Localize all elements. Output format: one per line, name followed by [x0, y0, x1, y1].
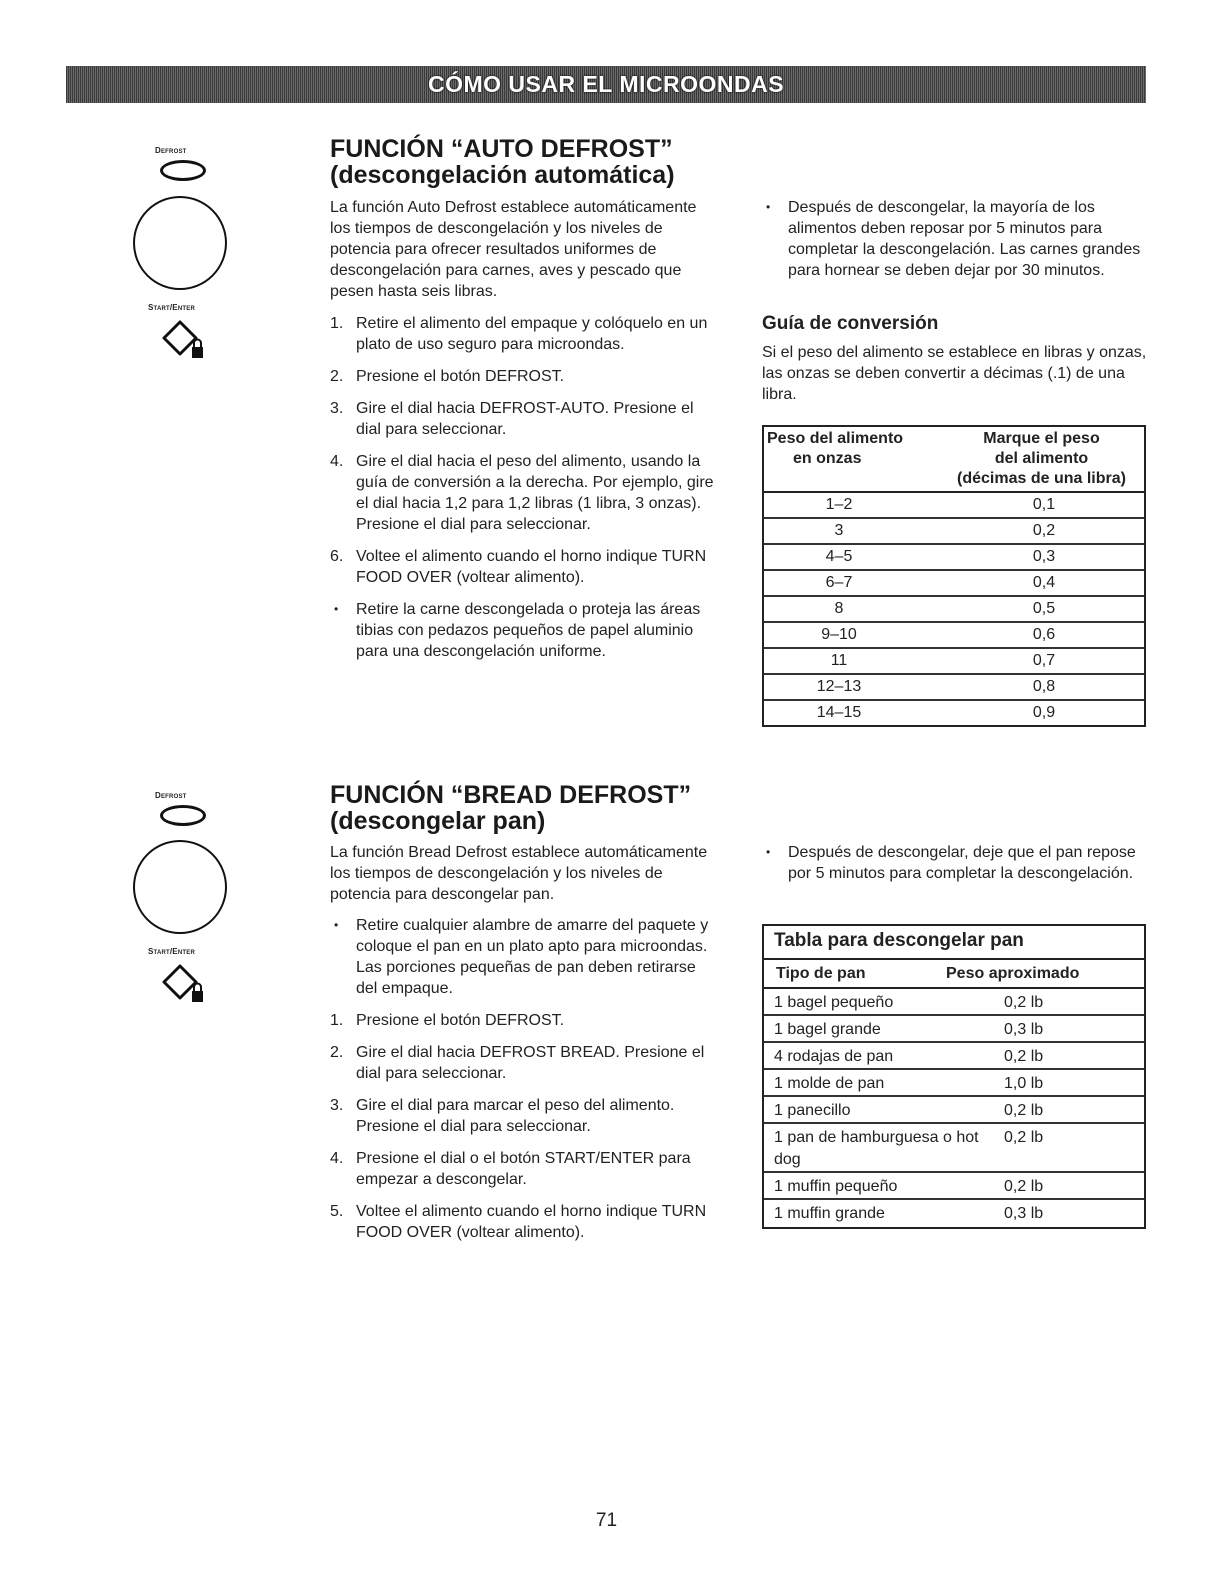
- bread-defrost-title-line1: FUNCIÓN “BREAD DEFROST”: [330, 781, 692, 809]
- table-row: 1 bagel grande 0,3 lb: [764, 1016, 1144, 1043]
- banner-title: CÓMO USAR EL MICROONDAS: [427, 71, 785, 97]
- header-col1: Peso del alimento en onzas: [767, 430, 904, 467]
- table-row: 3 0,2: [764, 519, 1144, 545]
- table-row: 9–10 0,6: [764, 623, 1144, 649]
- auto-defrost-steps: [330, 313, 720, 673]
- list-item: • Retire la carne descongelada o proteja las áreas tibias con pedazos pequeños de papel aluminio para una descongelación uniforme.: [334, 601, 701, 660]
- auto-defrost-title-line2: (descongelación automática): [330, 161, 675, 189]
- table-header: Tipo de pan Peso aproximado: [764, 960, 1144, 989]
- table-row: 4–5 0,3: [764, 545, 1144, 571]
- list-item: • Después de descongelar, deje que el pan repose por 5 minutos para completar la descongelación.: [766, 844, 1136, 882]
- table-row: 1 muffin pequeño 0,2 lb: [764, 1173, 1144, 1200]
- bread-defrost-intro: La función Bread Defrost establece automáticamente los tiempos de descongelación y los niveles de potencia para descongelar pan.: [330, 844, 708, 903]
- bread-defrost-table: [762, 924, 1146, 1229]
- start-enter-lock-icon: [160, 318, 210, 362]
- table-row: 1 panecillo 0,2 lb: [764, 1097, 1144, 1124]
- bread-defrost-title-line2: (descongelar pan): [330, 807, 546, 835]
- list-item: • Después de descongelar, la mayoría de los alimentos deben reposar por 5 minutos para completar la descongelación. Las carnes grandes para hornear se deben dejar por 30 minutos.: [766, 199, 1141, 279]
- table-title: Tabla para descongelar pan: [764, 926, 1144, 960]
- list-item: 3. Gire el dial para marcar el peso del alimento. Presione el dial para seleccionar.: [330, 1097, 675, 1135]
- bread-defrost-steps: [330, 915, 720, 1254]
- list-item: 4. Presione el dial o el botón START/ENTER para empezar a descongelar.: [330, 1150, 691, 1188]
- table-row: 1 pan de hamburguesa o hot dog 0,2 lb: [764, 1124, 1144, 1173]
- conversion-table: [762, 425, 1146, 727]
- conversion-guide-heading: Guía de conversión: [762, 313, 939, 334]
- table-row: 14–15 0,9: [816, 704, 1056, 721]
- table-row: 1–2 0,1: [764, 493, 1144, 519]
- list-item: 3. Gire el dial hacia DEFROST-AUTO. Presione el dial para seleccionar.: [330, 400, 694, 438]
- start-enter-label: Start/Enter: [148, 303, 195, 312]
- table-row: 4 rodajas de pan 0,2 lb: [764, 1043, 1144, 1070]
- list-item: 5. Voltee el alimento cuando el horno indique TURN FOOD OVER (voltear alimento).: [330, 1203, 707, 1241]
- header-col2: Marque el peso del alimento (décimas de una libra): [957, 430, 1126, 487]
- bread-defrost-title: [330, 782, 691, 834]
- table-row: 1 muffin grande 0,3 lb: [774, 1205, 1044, 1222]
- defrost-button-icon: [160, 805, 206, 826]
- table-header: [764, 427, 1144, 493]
- defrost-label: Defrost: [155, 146, 187, 155]
- auto-defrost-intro: La función Auto Defrost establece automáticamente los tiempos de descongelación y los niveles de potencia para ofrecer resultados uniformes de descongelación para carnes, aves y pescado que pesen hasta seis libras.: [330, 199, 697, 300]
- table-row: 6–7 0,4: [764, 571, 1144, 597]
- start-enter-lock-icon: [160, 962, 210, 1006]
- auto-defrost-title-line1: FUNCIÓN “AUTO DEFROST”: [330, 135, 673, 163]
- defrost-button-icon: [160, 160, 206, 181]
- list-item: 2. Gire el dial hacia DEFROST BREAD. Presione el dial para seleccionar.: [330, 1044, 705, 1082]
- auto-defrost-right-note: [762, 197, 1147, 292]
- table-row: 1 molde de pan 1,0 lb: [764, 1070, 1144, 1097]
- conversion-guide-text: Si el peso del alimento se establece en libras y onzas, las onzas se deben convertir a décimas (.1) de una libra.: [762, 344, 1147, 403]
- bread-defrost-right-note: [762, 842, 1147, 895]
- table-row: 11 0,7: [764, 649, 1144, 675]
- list-item: 1. Presione el botón DEFROST.: [330, 1012, 565, 1029]
- start-enter-label: Start/Enter: [148, 947, 195, 956]
- table-row: 1 bagel pequeño 0,2 lb: [764, 989, 1144, 1016]
- table-row: 8 0,5: [764, 597, 1144, 623]
- dial-icon: [133, 840, 227, 934]
- list-item: 2. Presione el botón DEFROST.: [330, 368, 565, 385]
- section-banner: [66, 66, 1146, 103]
- dial-icon: [133, 196, 227, 290]
- list-item: 4. Gire el dial hacia el peso del alimento, usando la guía de conversión a la derecha. Por ejemplo, gire el dial hacia 1,2 para 1,2 libras (1 libra, 3 onzas). Presione el dial para seleccionar.: [330, 453, 714, 533]
- list-item: • Retire cualquier alambre de amarre del paquete y coloque el pan en un plato apto para microondas. Las porciones pequeñas de pan deben retirarse del empaque.: [334, 917, 709, 997]
- list-item: 6. Voltee el alimento cuando el horno indique TURN FOOD OVER (voltear alimento).: [330, 548, 707, 586]
- page-number: 71: [595, 1510, 618, 1531]
- defrost-label: Defrost: [155, 791, 187, 800]
- table-row: 12–13 0,8: [764, 675, 1144, 701]
- auto-defrost-title: [330, 136, 675, 188]
- list-item: 1. Retire el alimento del empaque y colóquelo en un plato de uso seguro para microondas.: [330, 315, 708, 353]
